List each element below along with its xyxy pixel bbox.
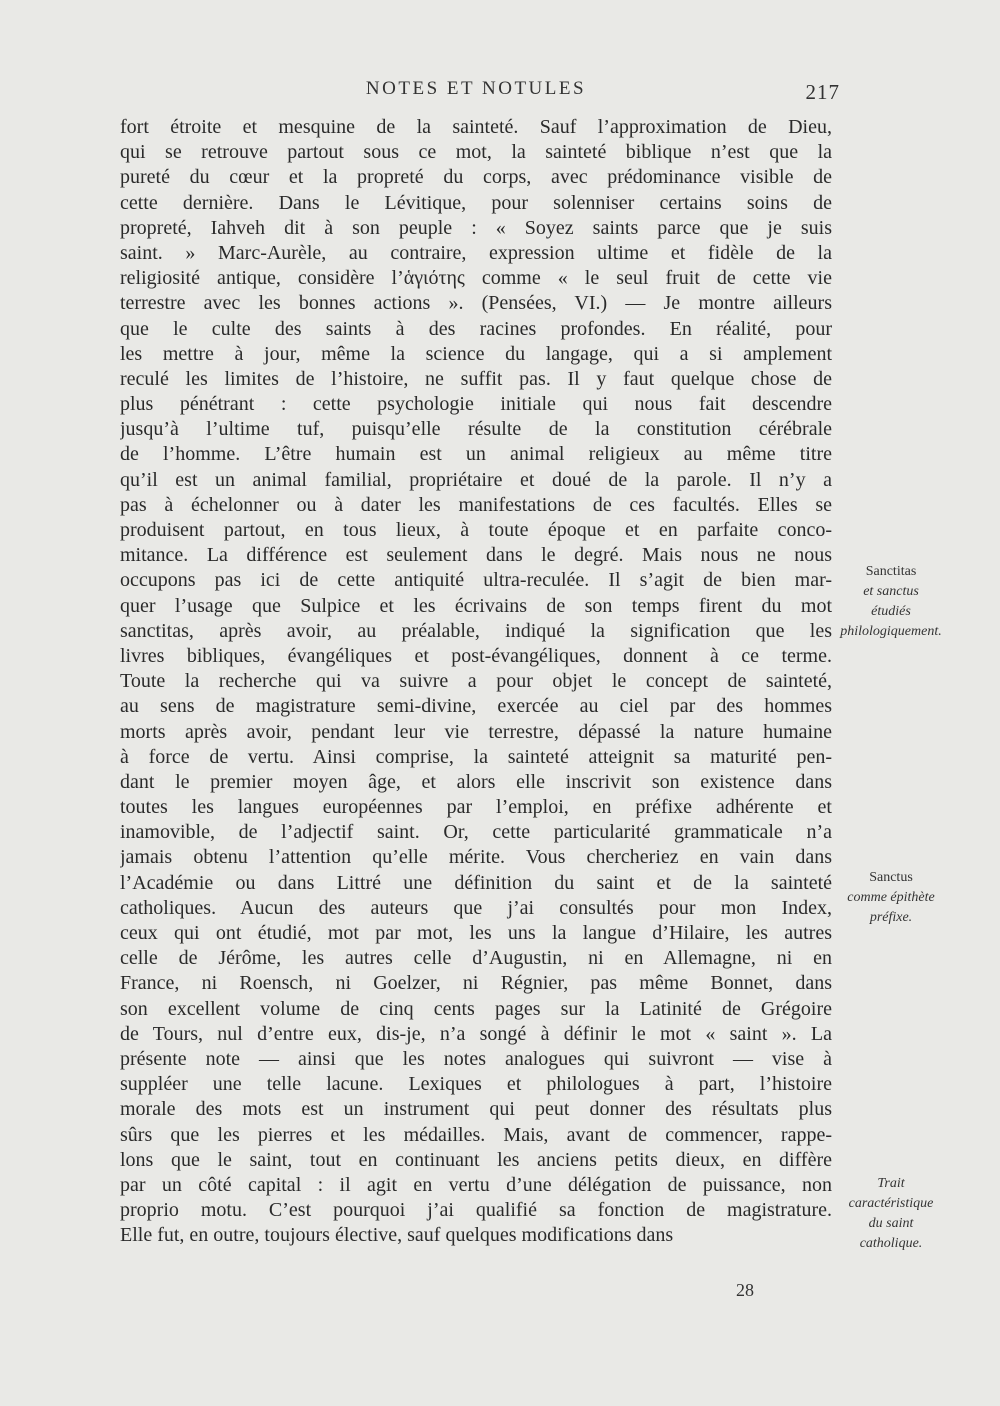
text-line: présente note — ainsi que les notes analogues qui suivront — vise à — [120, 1047, 832, 1070]
text-line: celle de Jérôme, les autres celle d’Augustin, ni en Allemagne, ni en — [120, 947, 832, 970]
text-line: jusqu’à l’ultime tuf, puisqu’elle résulte de la constitution cérébrale — [120, 418, 832, 441]
margin-note-trait — [826, 1174, 956, 1254]
signature-mark: 28 — [736, 1280, 754, 1300]
text-line: pas à échelonner ou à dater les manifestations de ces facultés. Elles se — [120, 493, 832, 516]
text-line: son excellent volume de cinq cents pages sur la Latinité de Grégoire — [120, 997, 832, 1020]
text-line: que le culte des saints à des racines profondes. En réalité, pour — [120, 317, 832, 340]
text-line: mitance. La différence est seulement dans le degré. Mais nous ne nous — [120, 544, 832, 567]
text-line: livres bibliques, évangéliques et post-évangéliques, donnent à ce terme. — [120, 644, 832, 667]
text-line: quer l’usage que Sulpice et les écrivains de son temps firent du mot — [120, 594, 832, 617]
text-line: à force de vertu. Ainsi comprise, la sainteté atteignit sa maturité pen- — [120, 745, 832, 768]
text-line: saint. » Marc-Aurèle, au contraire, expression ultime et fidèle de la — [120, 241, 832, 264]
margin-note-sanctus — [826, 868, 956, 928]
margin-note-line: préfixe. — [869, 910, 913, 925]
margin-note-line: caractéristique — [848, 1196, 934, 1211]
text-line: Elle fut, en outre, toujours élective, sauf quelques modifications dans — [120, 1224, 674, 1247]
text-line: occupons pas ici de cette antiquité ultra-reculée. Il s’agit de bien mar- — [120, 569, 832, 592]
text-line: de l’homme. L’être humain est un animal religieux au même titre — [120, 443, 832, 466]
text-line: morale des mots est un instrument qui peut donner des résultats plus — [120, 1098, 832, 1121]
text-line: les mettre à jour, même la science du langage, qui a si amplement — [120, 342, 832, 365]
text-line: lons que le saint, tout en continuant les anciens petits dieux, en diffère — [120, 1148, 832, 1171]
text-line: terrestre avec les bonnes actions ». (Pensées, VI.) — Je montre ailleurs — [120, 292, 832, 315]
text-line: de Tours, nul d’entre eux, dis-je, n’a songé à définir le mot « saint ». La — [120, 1022, 832, 1045]
margin-note-line: et sanctus — [863, 584, 919, 599]
margin-note-line: philologiquement. — [840, 624, 942, 639]
text-line: toutes les langues européennes par l’emploi, en préfixe adhérente et — [120, 796, 832, 819]
text-line: France, ni Roensch, ni Goelzer, ni Régnier, pas même Bonnet, dans — [120, 972, 832, 995]
text-line: fort étroite et mesquine de la sainteté. Sauf l’approximation de Dieu, — [120, 116, 832, 138]
body-text — [120, 115, 832, 1248]
margin-note-line: Sanctus — [869, 870, 913, 885]
text-line: ceux qui ont étudié, mot par mot, les uns la langue d’Hilaire, les autres — [120, 922, 832, 944]
page-number: 217 — [805, 80, 840, 104]
margin-note-line: Sanctitas — [865, 564, 917, 579]
margin-note-line: étudiés — [871, 604, 911, 619]
text-line: qu’il est un animal familial, propriétaire et doué de la parole. Il n’y a — [120, 468, 832, 491]
margin-note-line: du saint — [868, 1216, 914, 1231]
margin-note-line: Trait — [877, 1176, 905, 1191]
text-line: qui se retrouve partout sous ce mot, la sainteté biblique n’est que la — [120, 141, 832, 164]
text-line: propreté, Iahveh dit à son peuple : « Soyez saints parce que je suis — [120, 216, 832, 239]
margin-note-sanctitas — [826, 562, 956, 642]
text-line: produisent partout, en tous lieux, à toute époque et en parfaite conco- — [120, 519, 832, 541]
text-line: sûrs que les pierres et les médailles. Mais, avant de commencer, rappe- — [120, 1123, 832, 1146]
text-line: sanctitas, après avoir, au préalable, indiqué la signification que les — [120, 619, 832, 642]
text-line: dant le premier moyen âge, et alors elle inscrivit son existence dans — [120, 770, 832, 793]
text-line: suppléer une telle lacune. Lexiques et philologues à part, l’histoire — [120, 1073, 832, 1096]
text-line: proprio motu. C’est pourquoi j’ai qualifié sa fonction de magistrature. — [120, 1199, 832, 1222]
text-line: par un côté capital : il agit en vertu d’une délégation de puissance, non — [120, 1173, 832, 1196]
text-line: plus pénétrant : cette psychologie initiale qui nous fait descendre — [120, 393, 832, 416]
text-line: l’Académie ou dans Littré une définition du saint et de la sainteté — [120, 871, 832, 894]
text-line: religiosité antique, considère l’ἁγιότης comme « le seul fruit de cette vie — [120, 267, 832, 290]
text-line: morts après avoir, pendant leur vie terrestre, dépassé la nature humaine — [120, 720, 832, 743]
running-head — [120, 78, 840, 108]
margin-note-line: comme épithète — [847, 890, 935, 905]
text-line: cette dernière. Dans le Lévitique, pour solenniser certains soins de — [120, 191, 832, 214]
running-title: NOTES ET NOTULES — [365, 78, 587, 99]
text-line: pureté du cœur et la propreté du corps, avec prédominance visible de — [120, 166, 832, 189]
text-line: catholiques. Aucun des auteurs que j’ai consultés pour mon Index, — [120, 896, 832, 919]
margin-note-line: catholique. — [859, 1236, 923, 1251]
text-line: Toute la recherche qui va suivre a pour objet le concept de sainteté, — [120, 670, 832, 693]
text-line: jamais obtenu l’attention qu’elle mérite. Vous chercheriez en vain dans — [120, 846, 832, 869]
text-line: reculé les limites de l’histoire, ne suffit pas. Il y faut quelque chose de — [120, 367, 832, 390]
text-line: au sens de magistrature semi-divine, exercée au ciel par des hommes — [120, 695, 832, 718]
text-line: inamovible, de l’adjectif saint. Or, cette particularité grammaticale n’a — [120, 821, 832, 844]
